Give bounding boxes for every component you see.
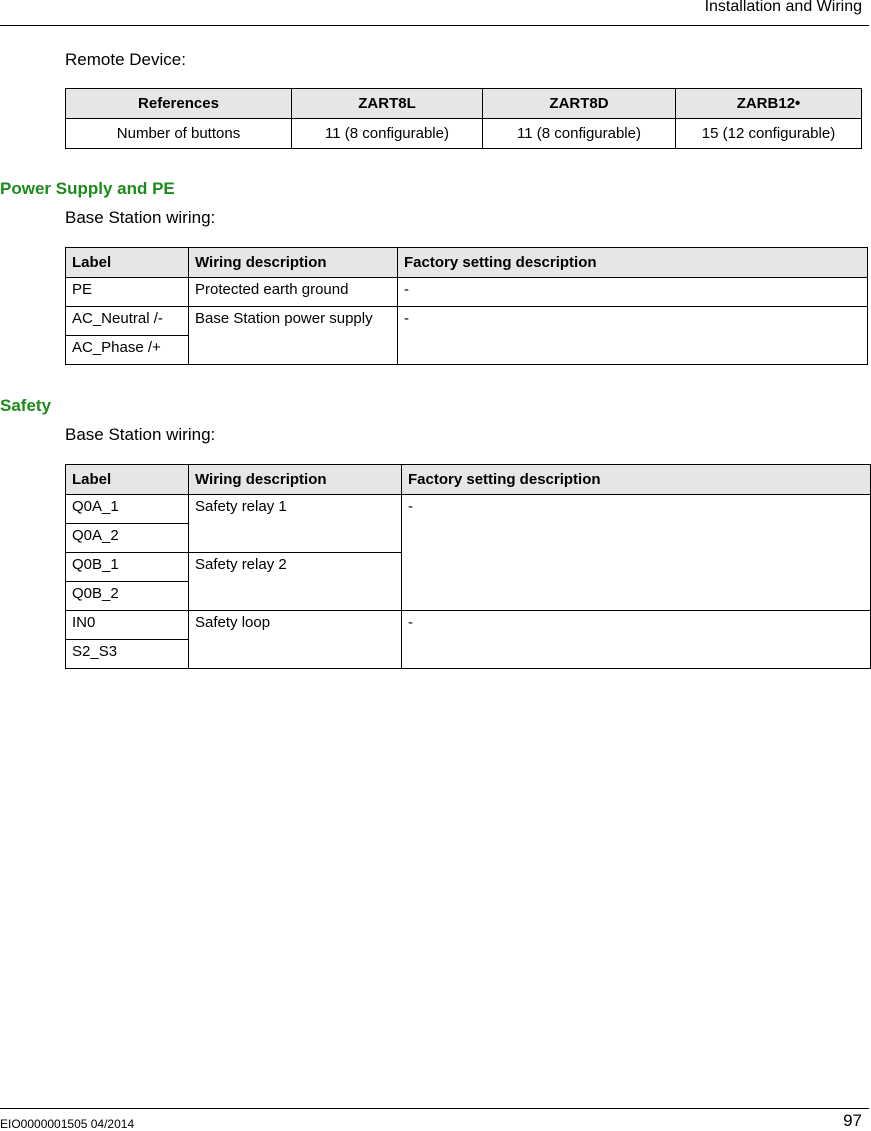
table-header-row <box>66 248 868 278</box>
table-header-cell: Factory setting description <box>402 465 871 495</box>
table-cell-wiring: Safety loop <box>189 611 402 669</box>
table-cell-label: Q0B_2 <box>66 582 189 611</box>
table-row <box>66 495 871 524</box>
remote-device-intro: Remote Device: <box>65 50 186 69</box>
table-header-cell: ZART8D <box>483 89 676 119</box>
table-cell-factory: - <box>398 278 868 307</box>
table-header-cell: References <box>66 89 292 119</box>
table-header-cell: Factory setting description <box>398 248 868 278</box>
section-heading-safety: Safety <box>0 396 52 415</box>
table-cell-label: AC_Neutral /- <box>66 307 189 336</box>
power-intro: Base Station wiring: <box>65 208 216 227</box>
table-header-cell: Wiring description <box>189 465 402 495</box>
table-cell-label: PE <box>66 278 189 307</box>
table-cell-wiring: Base Station power supply <box>189 307 398 365</box>
table-cell-label: Q0A_1 <box>66 495 189 524</box>
table-cell-label: AC_Phase /+ <box>66 336 189 365</box>
page-header-title: Installation and Wiring <box>704 0 862 15</box>
safety-table <box>65 464 871 669</box>
table-row <box>66 307 868 336</box>
table-cell-wiring: Safety relay 2 <box>189 553 402 611</box>
table-cell: 11 (8 configurable) <box>292 119 483 149</box>
table-header-cell: Label <box>66 465 189 495</box>
table-cell-wiring: Protected earth ground <box>189 278 398 307</box>
table-cell: 11 (8 configurable) <box>483 119 676 149</box>
table-cell-factory: - <box>402 611 871 669</box>
section-heading-power-supply: Power Supply and PE <box>0 179 175 198</box>
table-row <box>66 119 862 149</box>
table-cell-factory: - <box>398 307 868 365</box>
table-cell: Number of buttons <box>66 119 292 149</box>
table-header-cell: ZARB12• <box>676 89 862 119</box>
table-cell-factory: - <box>402 495 871 611</box>
table-row <box>66 278 868 307</box>
table-cell-wiring: Safety relay 1 <box>189 495 402 553</box>
table-cell-label: S2_S3 <box>66 640 189 669</box>
page-number: 97 <box>843 1111 862 1130</box>
table-cell-label: Q0A_2 <box>66 524 189 553</box>
table-header-cell: ZART8L <box>292 89 483 119</box>
safety-intro: Base Station wiring: <box>65 425 216 444</box>
header-divider <box>0 25 869 26</box>
table-row <box>66 611 871 640</box>
table-cell-label: IN0 <box>66 611 189 640</box>
table-header-row <box>66 465 871 495</box>
table-header-cell: Wiring description <box>189 248 398 278</box>
footer-document-id: EIO0000001505 04/2014 <box>0 1117 135 1131</box>
table-cell: 15 (12 configurable) <box>676 119 862 149</box>
table-header-cell: Label <box>66 248 189 278</box>
table-header-row <box>66 89 862 119</box>
power-supply-table <box>65 247 868 365</box>
remote-device-table <box>65 88 862 149</box>
table-cell-label: Q0B_1 <box>66 553 189 582</box>
footer-divider <box>0 1108 869 1109</box>
